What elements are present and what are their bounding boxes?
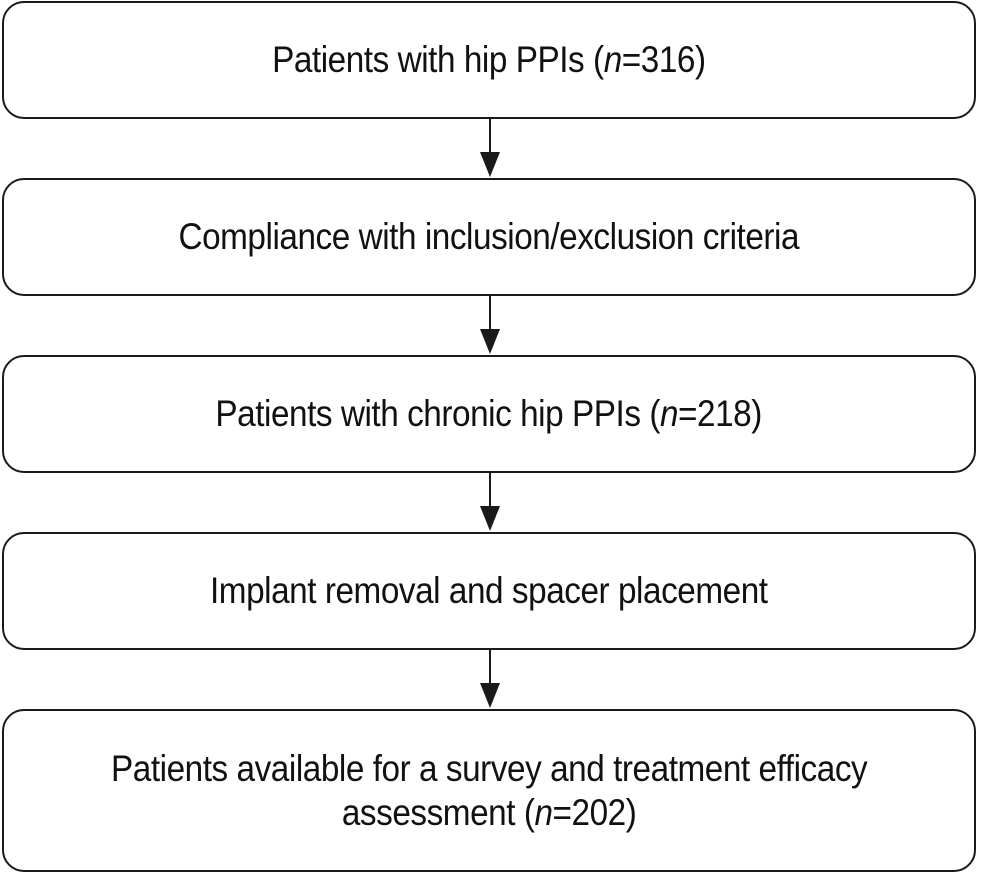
arrow-3-to-4	[480, 473, 500, 531]
flow-box-implant-removal	[2, 532, 976, 650]
flow-box-survey-patients-text	[111, 747, 867, 835]
flow-box-chronic-patients	[2, 355, 976, 473]
arrow-1-to-2	[480, 119, 500, 177]
flow-box-criteria-text: Compliance with inclusion/exclusion criteria	[178, 216, 800, 257]
flow-box-all-patients	[2, 1, 976, 119]
arrow-2-to-3	[480, 296, 500, 354]
arrow-4-to-5	[480, 650, 500, 708]
flow-box-implant-removal-text: Implant removal and spacer placement	[210, 570, 768, 611]
flow-box-survey-patients	[2, 709, 976, 872]
flow-box-criteria	[2, 178, 976, 296]
flow-box-survey-line1: Patients available for a survey and treatment efficacy	[110, 747, 868, 789]
flow-box-survey-line2: assessment (n=202)	[341, 791, 637, 833]
flow-box-chronic-patients-text: Patients with chronic hip PPIs (n=218)	[215, 393, 763, 434]
flow-box-all-patients-text: Patients with hip PPIs (n=316)	[272, 39, 706, 80]
